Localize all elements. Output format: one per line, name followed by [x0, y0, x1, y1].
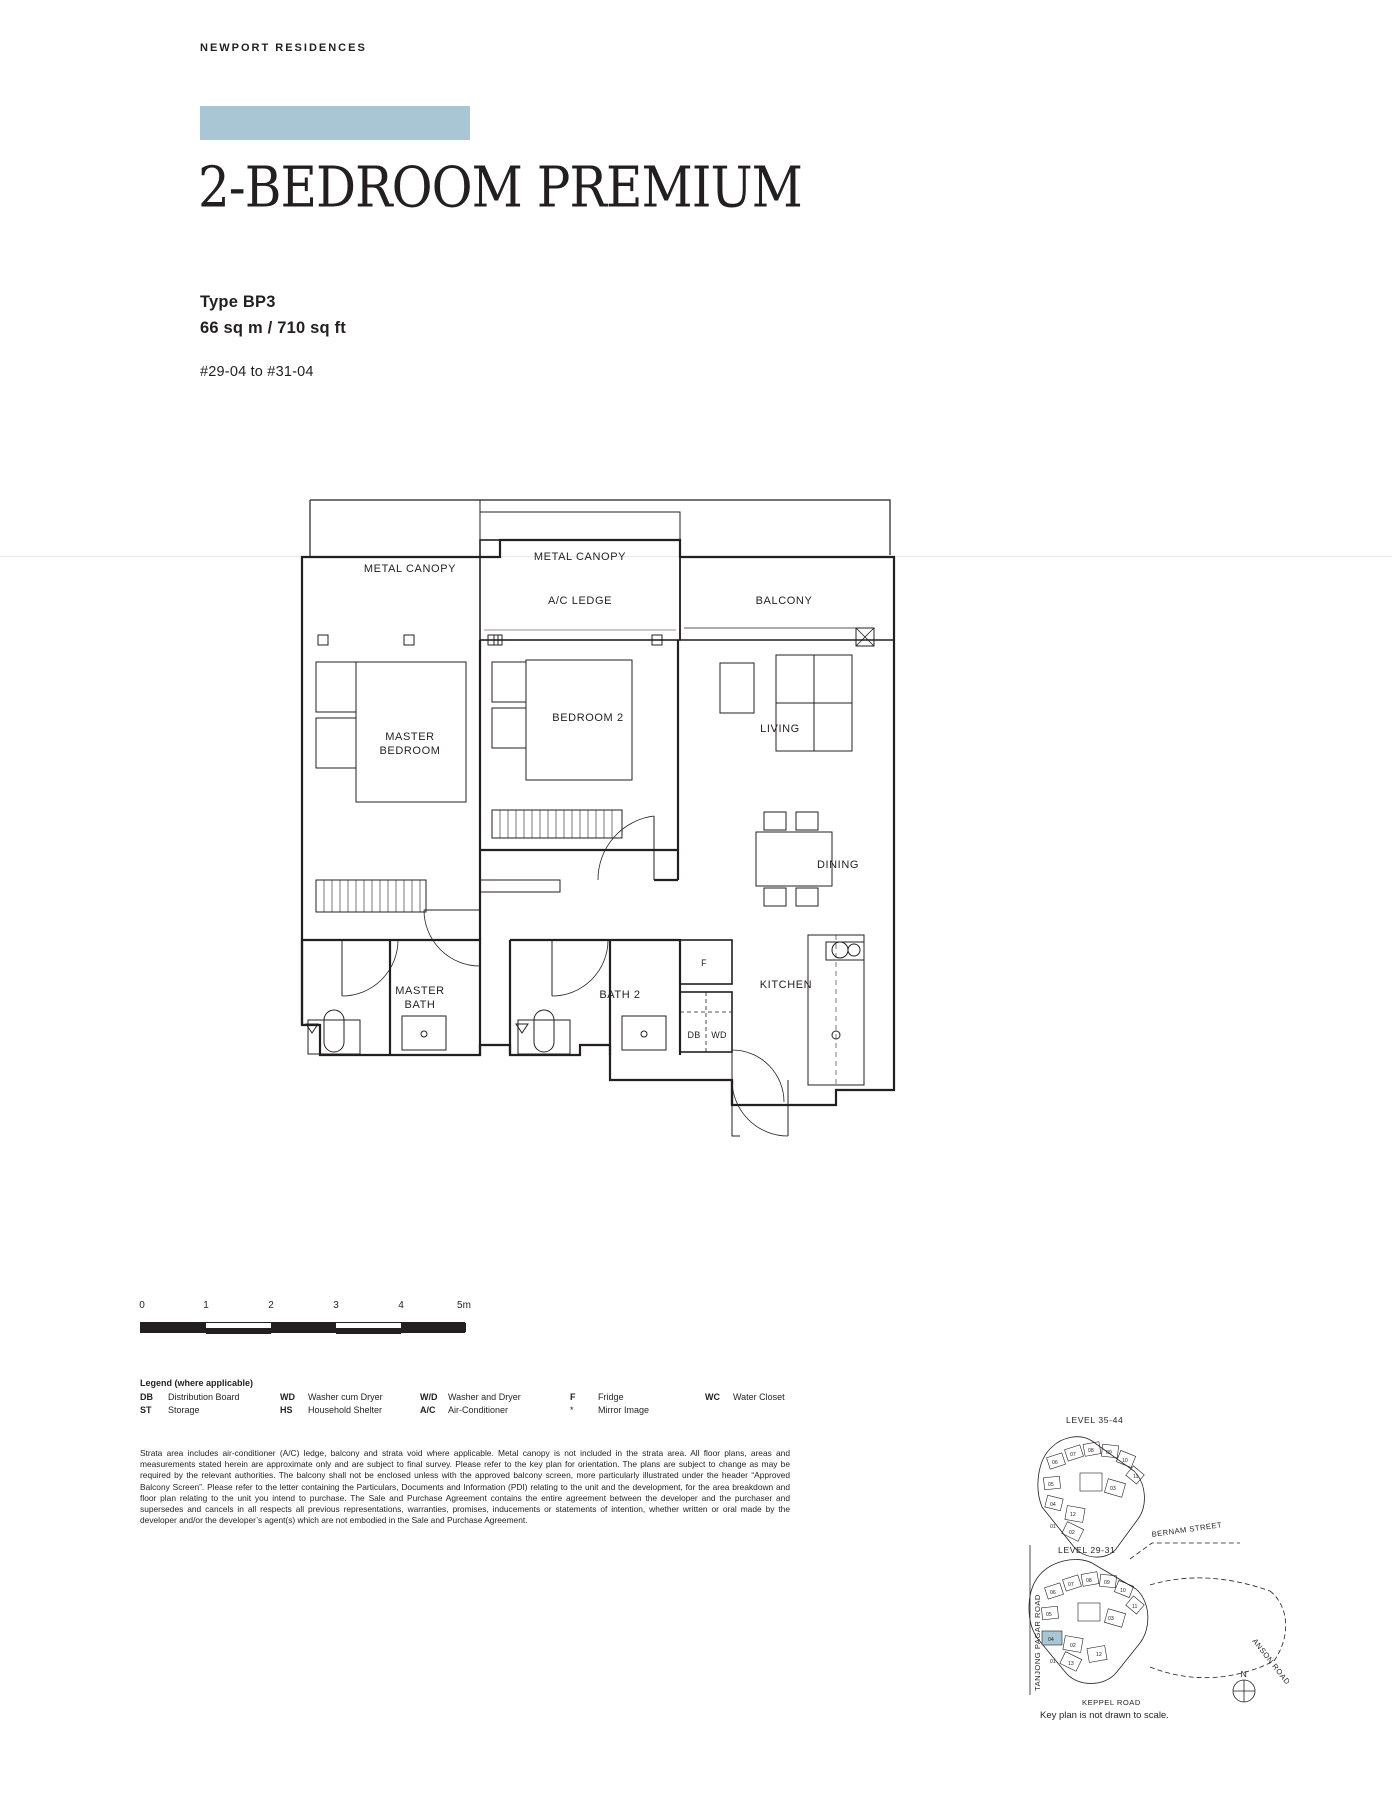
scale-tick: 2: [268, 1300, 274, 1311]
keyplan-unit: 06: [1050, 1590, 1056, 1596]
page-title: 2-BEDROOM PREMIUM: [198, 155, 802, 220]
legend-abbr: W/D: [420, 1392, 438, 1402]
disclaimer-text: Strata area includes air-conditioner (A/C) ledge, balcony and strata void where applicable. Metal canopy is not included in the strata area. All floor plans, areas and measurements stated herein are approximate only and are subject to final survey. Please refer to the key plan for orientation. The plans are subject to change as may be required by the relevant authorities. The balcony shall not be enclosed unless with the approved balcony screen, more particularly illustrated under the header “Approved Balcony Screen”. Please refer to the letter containing the Particulars, Documents and Information (PDI) relating to the unit and the development, for the area breakdown and floor plan relating to the unit you intend to purchase. The Sale and Purchase Agreement contains the entire agreement between the developer and the purchaser and supersedes and cancels in all respects all previous representations, warranties, promises, inducements or statements of intention, whether written or oral made by the developer and/or the developer’s agent(s) which are not embodied in the Sale and Purchase Agreement.: [140, 1448, 790, 1526]
legend-text: Distribution Board: [168, 1392, 240, 1402]
keyplan-unit: 06: [1052, 1460, 1058, 1466]
room-label: BEDROOM: [379, 745, 441, 757]
fridge-label: F: [701, 958, 707, 968]
room-label: BATH 2: [599, 989, 641, 1001]
legend-item-w-d: [420, 1392, 570, 1402]
legend-abbr: WD: [280, 1392, 295, 1402]
keyplan-level-bottom: LEVEL 29-31: [1058, 1545, 1116, 1555]
keyplan-unit: 13: [1068, 1661, 1074, 1667]
keyplan-unit: 01: [1050, 1659, 1056, 1665]
room-label: BALCONY: [755, 595, 813, 607]
unit-type: Type BP3: [200, 293, 276, 311]
legend-item-ac: [420, 1405, 570, 1415]
legend-abbr: A/C: [420, 1405, 436, 1415]
room-label: LIVING: [760, 723, 800, 735]
distribution-board-label: DB: [687, 1030, 701, 1040]
legend-text: Washer cum Dryer: [308, 1392, 383, 1402]
scale-tick: 1: [203, 1300, 209, 1311]
keyplan-unit: 10: [1120, 1588, 1126, 1594]
keyplan-unit: 02: [1069, 1530, 1075, 1536]
keyplan-unit: 04: [1050, 1502, 1056, 1508]
legend-text: Water Closet: [733, 1392, 785, 1402]
scale-bar: [140, 1300, 480, 1333]
scale-tick: 0: [139, 1300, 145, 1311]
legend-title: Legend (where applicable): [140, 1378, 254, 1388]
room-label: MASTER: [395, 985, 445, 997]
keyplan-road-keppel: KEPPEL ROAD: [1082, 1698, 1141, 1707]
keyplan-unit: 11: [1133, 1474, 1139, 1480]
legend-text: Washer and Dryer: [448, 1392, 521, 1402]
keyplan-road-bernam: BERNAM STREET: [1151, 1520, 1223, 1539]
room-label: BATH: [404, 999, 436, 1011]
keyplan-unit-highlight: 04: [1048, 1637, 1054, 1643]
room-label: BEDROOM 2: [552, 712, 624, 724]
keyplan-unit: 03: [1108, 1616, 1114, 1622]
legend-abbr: F: [570, 1392, 576, 1402]
brand-name: NEWPORT RESIDENCES: [200, 42, 367, 54]
legend-text: Storage: [168, 1405, 200, 1415]
legend-item-db: [140, 1392, 280, 1402]
unit-area: 66 sq m / 710 sq ft: [200, 319, 346, 337]
keyplan-unit: 11: [1132, 1604, 1138, 1610]
keyplan-unit: 05: [1046, 1612, 1052, 1618]
scale-tick: 3: [333, 1300, 339, 1311]
keyplan-unit: 12: [1096, 1652, 1102, 1658]
legend-item-wd: [280, 1392, 420, 1402]
key-plan: [1020, 1395, 1320, 1725]
legend-item-st: [140, 1405, 280, 1415]
legend-abbr: HS: [280, 1405, 293, 1415]
room-label: A/C LEDGE: [547, 595, 613, 607]
keyplan-unit: 08: [1086, 1578, 1092, 1584]
room-label: KITCHEN: [759, 979, 813, 991]
keyplan-road-tanjong: TANJONG PAGAR ROAD: [1033, 1594, 1042, 1691]
legend-item-mirror: [570, 1405, 705, 1415]
keyplan-unit: 10: [1122, 1458, 1128, 1464]
keyplan-unit: 12: [1070, 1512, 1076, 1518]
legend-text: Mirror Image: [598, 1405, 650, 1415]
keyplan-unit: 09: [1104, 1580, 1110, 1586]
legend: [140, 1378, 800, 1415]
compass-north-label: N: [1240, 1669, 1248, 1679]
key-plan-note: Key plan is not drawn to scale.: [1040, 1710, 1169, 1721]
room-label: DINING: [816, 859, 860, 871]
keyplan-unit: 09: [1106, 1450, 1112, 1456]
keyplan-unit: 07: [1070, 1452, 1076, 1458]
room-label: METAL CANOPY: [533, 551, 627, 563]
legend-item-f: [570, 1392, 705, 1402]
keyplan-unit: 03: [1110, 1486, 1116, 1492]
scale-tick: 4: [398, 1300, 404, 1311]
keyplan-unit: 05: [1048, 1482, 1054, 1488]
scale-tick: 5m: [457, 1300, 471, 1311]
legend-item-wc: [705, 1392, 815, 1402]
legend-abbr: *: [570, 1405, 574, 1415]
legend-text: Air-Conditioner: [448, 1405, 509, 1415]
keyplan-unit: 08: [1088, 1448, 1094, 1454]
legend-item-empty: [705, 1405, 815, 1415]
keyplan-unit: 01: [1050, 1524, 1056, 1530]
room-label: MASTER: [385, 731, 435, 743]
legend-item-hs: [280, 1405, 420, 1415]
keyplan-unit: 07: [1068, 1582, 1074, 1588]
legend-text: Fridge: [598, 1392, 624, 1402]
keyplan-unit: 02: [1070, 1643, 1076, 1649]
unit-numbers: #29-04 to #31-04: [200, 364, 314, 380]
keyplan-level-top: LEVEL 35-44: [1066, 1415, 1124, 1425]
legend-abbr: ST: [140, 1405, 152, 1415]
floor-plan-drawing: [280, 480, 920, 1160]
washer-dryer-label: WD: [711, 1030, 727, 1040]
keyplan-road-anson: ANSON ROAD: [1250, 1636, 1293, 1687]
legend-abbr: WC: [705, 1392, 720, 1402]
legend-abbr: DB: [140, 1392, 153, 1402]
color-swatch: [200, 106, 470, 140]
room-label: METAL CANOPY: [363, 563, 457, 575]
legend-text: Household Shelter: [308, 1405, 383, 1415]
